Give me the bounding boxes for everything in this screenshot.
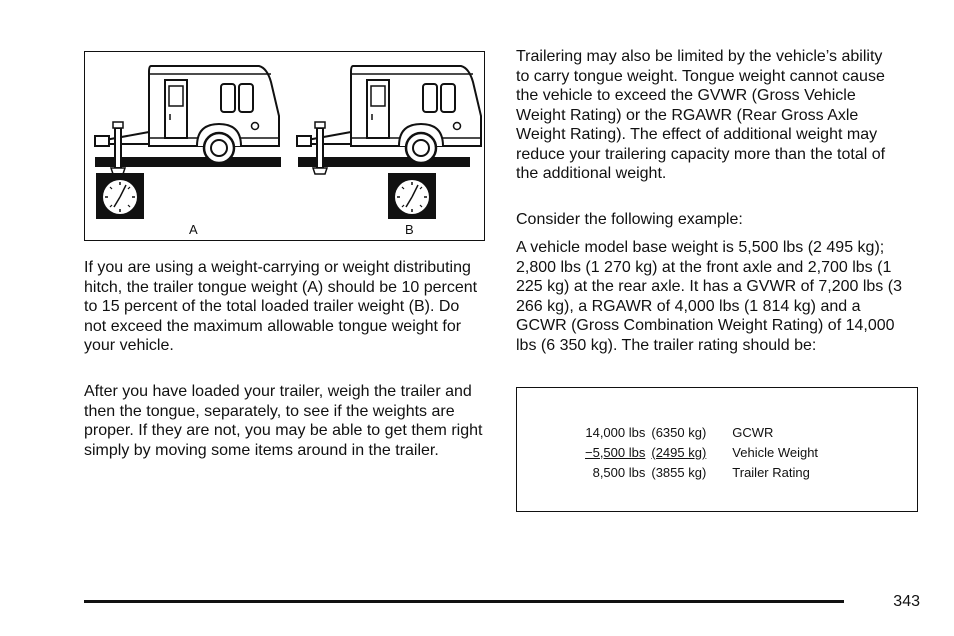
trailer-rating-calculation-box [516,387,918,512]
calc-row-vehicle-weight [585,443,818,463]
calc-lbs: 14,000 lbs [585,424,646,440]
calc-kg: (6350 kg) [651,424,707,440]
calc-row-trailer-rating [585,463,818,483]
calc-term: Vehicle Weight [732,444,819,460]
calc-lbs: 8,500 lbs [592,464,646,480]
trailer-rating-calculation [585,423,818,483]
calc-row-gcwr [585,423,818,443]
calc-lbs: −5,500 lbs [585,444,646,460]
trailer-scales-illustration [85,52,486,242]
tongue-weight-paragraph: If you are using a weight-carrying or weight distributing hitch, the trailer tongue weight (A) should be 10 percent to 15 percent of the total loaded trailer weight (B). Do not exceed the maximum allowable tongue weight for your vehicle. [84,259,478,354]
page-number: 343 [893,593,920,610]
footer-rule [84,600,844,603]
diagram-b [297,66,481,219]
calc-kg: (3855 kg) [651,464,707,480]
ground-b [298,157,368,167]
example-intro: Consider the following example: [516,211,743,228]
scale-platform-a [95,157,157,167]
calc-term: Trailer Rating [732,464,810,480]
calc-kg: (2495 kg) [651,444,707,460]
scale-dial-b [388,173,436,219]
weigh-trailer-paragraph: After you have loaded your trailer, weigh the trailer and then the tongue, separately, to see if the weights are proper. If they are not, you may be able to get them right simply by moving some items around in the trailer. [84,383,483,459]
calc-term: GCWR [732,424,774,440]
scale-dial-a [96,173,144,219]
figure-label-b: B [405,222,414,237]
trailer-weight-figure [84,51,485,241]
diagram-a [95,66,281,219]
example-paragraph: A vehicle model base weight is 5,500 lbs (2 495 kg); 2,800 lbs (1 270 kg) at the front axle and 2,700 lbs (1 225 kg) at the rear axle. It has a GVWR of 7,200 lbs (3 266 kg), a RGAWR of 4,000 lbs (1 814 kg) and a GCWR (Gross Combination Weight Rating) of 14,000 lbs (6 350 kg). The trailer rating should be: [516,239,902,354]
figure-label-a: A [189,222,198,237]
tongue-limit-paragraph: Trailering may also be limited by the vehicle’s ability to carry tongue weight. Tongue weight cannot cause the vehicle to exceed the GVWR (Gross Vehicle Weight Rating) or the RGAWR (Rear Gross Axle Weight Rating). The effect of additional weight may reduce your trailering capacity more than the total of the additional weight. [516,48,886,182]
